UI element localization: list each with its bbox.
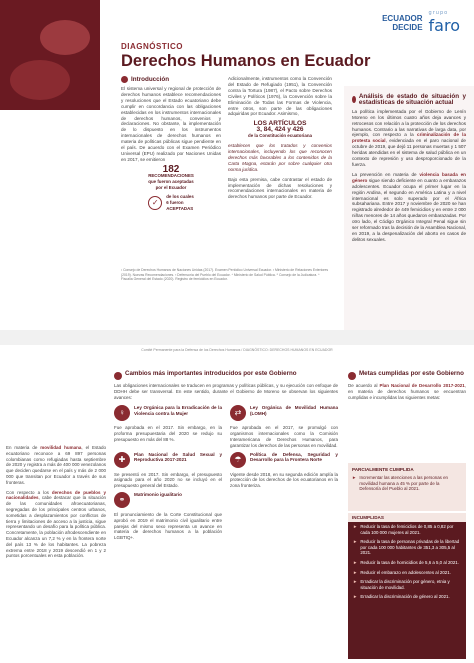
- intro-text: El sistema universal y regional de protección de derechos humanos establece recomendaciones y resoluciones que el Estado ecuatoriano debe cumplir en concordancia con las obligaciones establecidas en los instrumentos internacionales de derechos humanos, convenios y declaraciones. No obstante, la implementación de lo dispuesto en los instrumentos internacionales de derechos humanos en materia de políticas públicas sigue pendiente en el país. De acuerdo con el Examen Periódico Universal (EPU) realizado por Naciones Unidas en 2017, se emitieron: [121, 86, 221, 162]
- recommendations-stat: 182 RECOMENDACIONES que fueron aceptadas por el Ecuador: [148, 163, 194, 190]
- footnotes: ¹ Consejo de Derechos Humanos de Naciones Unidas (2017). Examen Periódico Universal Ecuador. ² Ministerio de Relaciones Exteriores (2019). Nuevas Recomendaciones. ³ Defensoría del Pueblo del Ecuador. ⁴ Ministerio de Salud Pública. ⁵ Consejo de la Judicatura. ⁶ Fiscalía General del Estado (2020). Registro de femicidios en Ecuador.: [121, 268, 329, 282]
- intro-section: [121, 76, 221, 212]
- defense-icon: ☂: [230, 452, 246, 468]
- col2-text-c: Bajo esta premisa, cabe contrastar el estado de implementación de dichas resoluciones y recomendaciones internacionales en materia de derechos humanos por parte de Ecuador.: [228, 176, 332, 200]
- mobility-text: En materia de movilidad humana, el Estado ecuatoriano reconoce a 69 897 personas colombianas como refugiadas hasta septiembre de 2020 y registra a más de 400 000 venezolanos que deciden quedarse en el país y más de 2 000 000 que transitan por Ecuador a través de sus fronteras.: [6, 445, 106, 485]
- unmet-item: ► Reducir la tasa de homicidios de 5,6 a 5,0 al 2021.: [353, 559, 459, 565]
- accepted-badge: ✓ de los cuales 6 fueron ACEPTADAS: [121, 194, 221, 212]
- change-item: ✚ Plan Nacional de Salud Sexual y Reproductiva 2017-2021 Se presentó en 2017. Sin embargo, el presupuesto asignado para el año 2020 no se incluyó en el presupuesto general del Estado.: [114, 451, 222, 489]
- unmet-label: INCUMPLIDAS: [348, 513, 466, 522]
- unmet-item: ► Reducir el embarazo en adolescentes al 2021.: [353, 569, 451, 575]
- changes-intro: Las obligaciones internacionales se traducen en programas y políticas públicas, y su ejecución con enfoque de DDHH debe ser transversal. En este sentido, durante el Gobierno de Moreno se observan los siguientes avances:: [114, 383, 338, 400]
- bullet-icon: [114, 372, 122, 380]
- health-icon: ✚: [114, 452, 130, 468]
- ecuador-decide-logo: ECUADOR DECIDE: [382, 13, 423, 32]
- analysis-text-2: La prevención en materia de violencia basada en género sigue siendo deficiente en cuanto a embarazos adolescentes. Ecuador ocupa el primer lugar en la región Andina, el segundo en América Latina y a nivel internacional es solo superado por el África subsahariana. Entre 2017 y noviembre de 2020 se han registrado alrededor de 449 femicidios y en entre 2 000 niñas menores de 14 años quedaron embarazadas. Por otro lado, el Código Orgánico Integral Penal sigue sin ser reformado tras la decisión de la Asamblea Nacional, en 2019, a la despenalización del aborto en casos de delitos sexuales.: [352, 171, 467, 242]
- intro-heading: Introducción: [121, 76, 221, 83]
- change-item: ⇄ Ley Orgánica de Movilidad Humana (LOMH) Fue aprobada en el 2017, se promulgó con organismos internacionales como la Comisión Interamericana de Derechos Humanos, para garantizar los derechos de las personas en movilidad.: [230, 405, 338, 448]
- mobility-icon: ⇄: [230, 405, 246, 421]
- partially-met-box: PARCIALMENTE CUMPLIDA ► Incrementar las atenciones a las personas en movilidad humana a 45 % por parte de la Defensoría del Pueblo al 2021.: [348, 463, 466, 511]
- kicker: DIAGNÓSTICO: [121, 42, 183, 51]
- col2-text-b: establecen que los tratados y convenios internacionales, incluyendo los que reconocen derechos más favorables a los contenidos de la Carta Magna, estarán por sobre cualquier otra norma jurídica.: [228, 143, 332, 172]
- goals-text: De acuerdo al Plan Nacional de Desarrollo 2017-2021, en materia de derechos humanos se encuentran cumplidas e incumplidas las siguientes metas:: [348, 383, 466, 400]
- unmet-box: [348, 513, 466, 659]
- change-item: ⚭ Matrimonio igualitario El pronunciamiento de la Corte Constitucional que aprobó en 2019 el matrimonio civil igualitario entre parejas del mismo sexo representa un avance en materia de derechos humanos a la población LGBTIQ+.: [114, 491, 222, 541]
- goals-heading: Metas cumplidas por este Gobierno: [348, 371, 466, 380]
- unmet-item: ► Reducir la tasa de personas privadas de la libertad por cada 100 000 habitantes de 351,3 a 305,5 al 2021.: [353, 539, 460, 556]
- p2-column-one: [6, 445, 106, 559]
- unmet-item: ► Reducir la tasa de femicidios de 0,85 a 0,82 por cada 100 000 mujeres al 2021.: [353, 524, 454, 535]
- p2-column-two: [114, 371, 338, 541]
- hero-image: [0, 0, 100, 110]
- analysis-heading: Análisis de estado de situación y estadísticas de situación actual: [352, 94, 466, 106]
- change-item: ☂ Política de Defensa, Seguridad y Desarrollo para la Frontera Norte Vigente desde 2018, en su segunda edición amplía la protección de los derechos de los ecuatorianos en la zona fronteriza.: [230, 451, 338, 489]
- woman-icon: ♀: [114, 405, 130, 421]
- unmet-item: ► Erradicar la discriminación por género, etnia y situación de movilidad.: [353, 579, 450, 590]
- change-item: ♀ Ley Orgánica para la Erradicación de la Violencia contra la Mujer Fue aprobada en el 2017. Sin embargo, en la proforma presupuestaria del 2020 se redujo su presupuesto en más del 88 %.: [114, 405, 222, 442]
- col2-text-a: Adicionalmente, instrumentos como la Convención del Estado de Refugiado (1951), la Convención contra la Tortura (1987), el Pacto sobre Derechos Civiles y Políticos (1976), la Convención sobre la Eliminación de Todas las Formas de Violencia, entre otros, son parte de las obligaciones adquiridas por Ecuador. Asimismo,: [228, 76, 332, 117]
- bullet-icon: [352, 96, 356, 103]
- page-separator: [0, 330, 474, 345]
- peoples-text: Con respecto a los derechos de pueblos y nacionalidades, cabe destacar que la situación de las comunidades afroecuatorianas, segregadas de los principales centros urbanos, sometidas a desplazamientos por conflictos de tierra y limitaciones de acceso a la justicia, sigue representando un desafío para la política pública. Concretamente, la población afrodescendiente en Ecuador alcanza un 7,2 % y en la frontera norte del país 13 % de los habitantes. La pobreza extrema entre 2018 y 2019 descendió en 1 y 2 puntos porcentuales en esta población.: [6, 489, 106, 559]
- bullet-icon: [348, 372, 356, 380]
- logos: [382, 10, 460, 35]
- unmet-item: ► Erradicar la discriminación de género al 2021.: [353, 594, 450, 600]
- page-title: Derechos Humanos en Ecuador: [121, 52, 371, 70]
- analysis-panel: [344, 86, 474, 330]
- column-two: [228, 76, 332, 200]
- rings-icon: ⚭: [114, 492, 130, 508]
- page-two: [0, 345, 474, 663]
- changes-heading: Cambios más importantes introducidos por este Gobierno: [114, 371, 338, 380]
- analysis-text: La política implementada por el Gobierno de Lenín Moreno en los últimos cuatro años deja avances y retrocesos con relación a la protección de los derechos humanos. Contrario a las narrativas de larga data, por ejemplo, con respecto a la criminalización de la protesta social, evidenciada en el paro nacional de octubre de 2019, que dejó 11 personas muertas y 1 507 heridas atendidas en el sistema de salud pública en un contexto de represión y uso desproporcionado de la fuerza.: [352, 108, 467, 167]
- faro-logo: grupo faro: [428, 10, 460, 35]
- page-header: Comité Permanente para la Defensa de los Derechos Humanos / DIAGNÓSTICO: DERECHOS HUMANOS EN ECUADOR: [0, 345, 474, 355]
- bullet-icon: [121, 76, 128, 83]
- page-one: [0, 0, 474, 330]
- articles-stat: LOS ARTÍCULOS 3, 84, 424 y 426 de la Constitución ecuatoriana: [248, 120, 312, 139]
- check-icon: ✓: [148, 196, 162, 210]
- p2-column-three: [348, 371, 466, 400]
